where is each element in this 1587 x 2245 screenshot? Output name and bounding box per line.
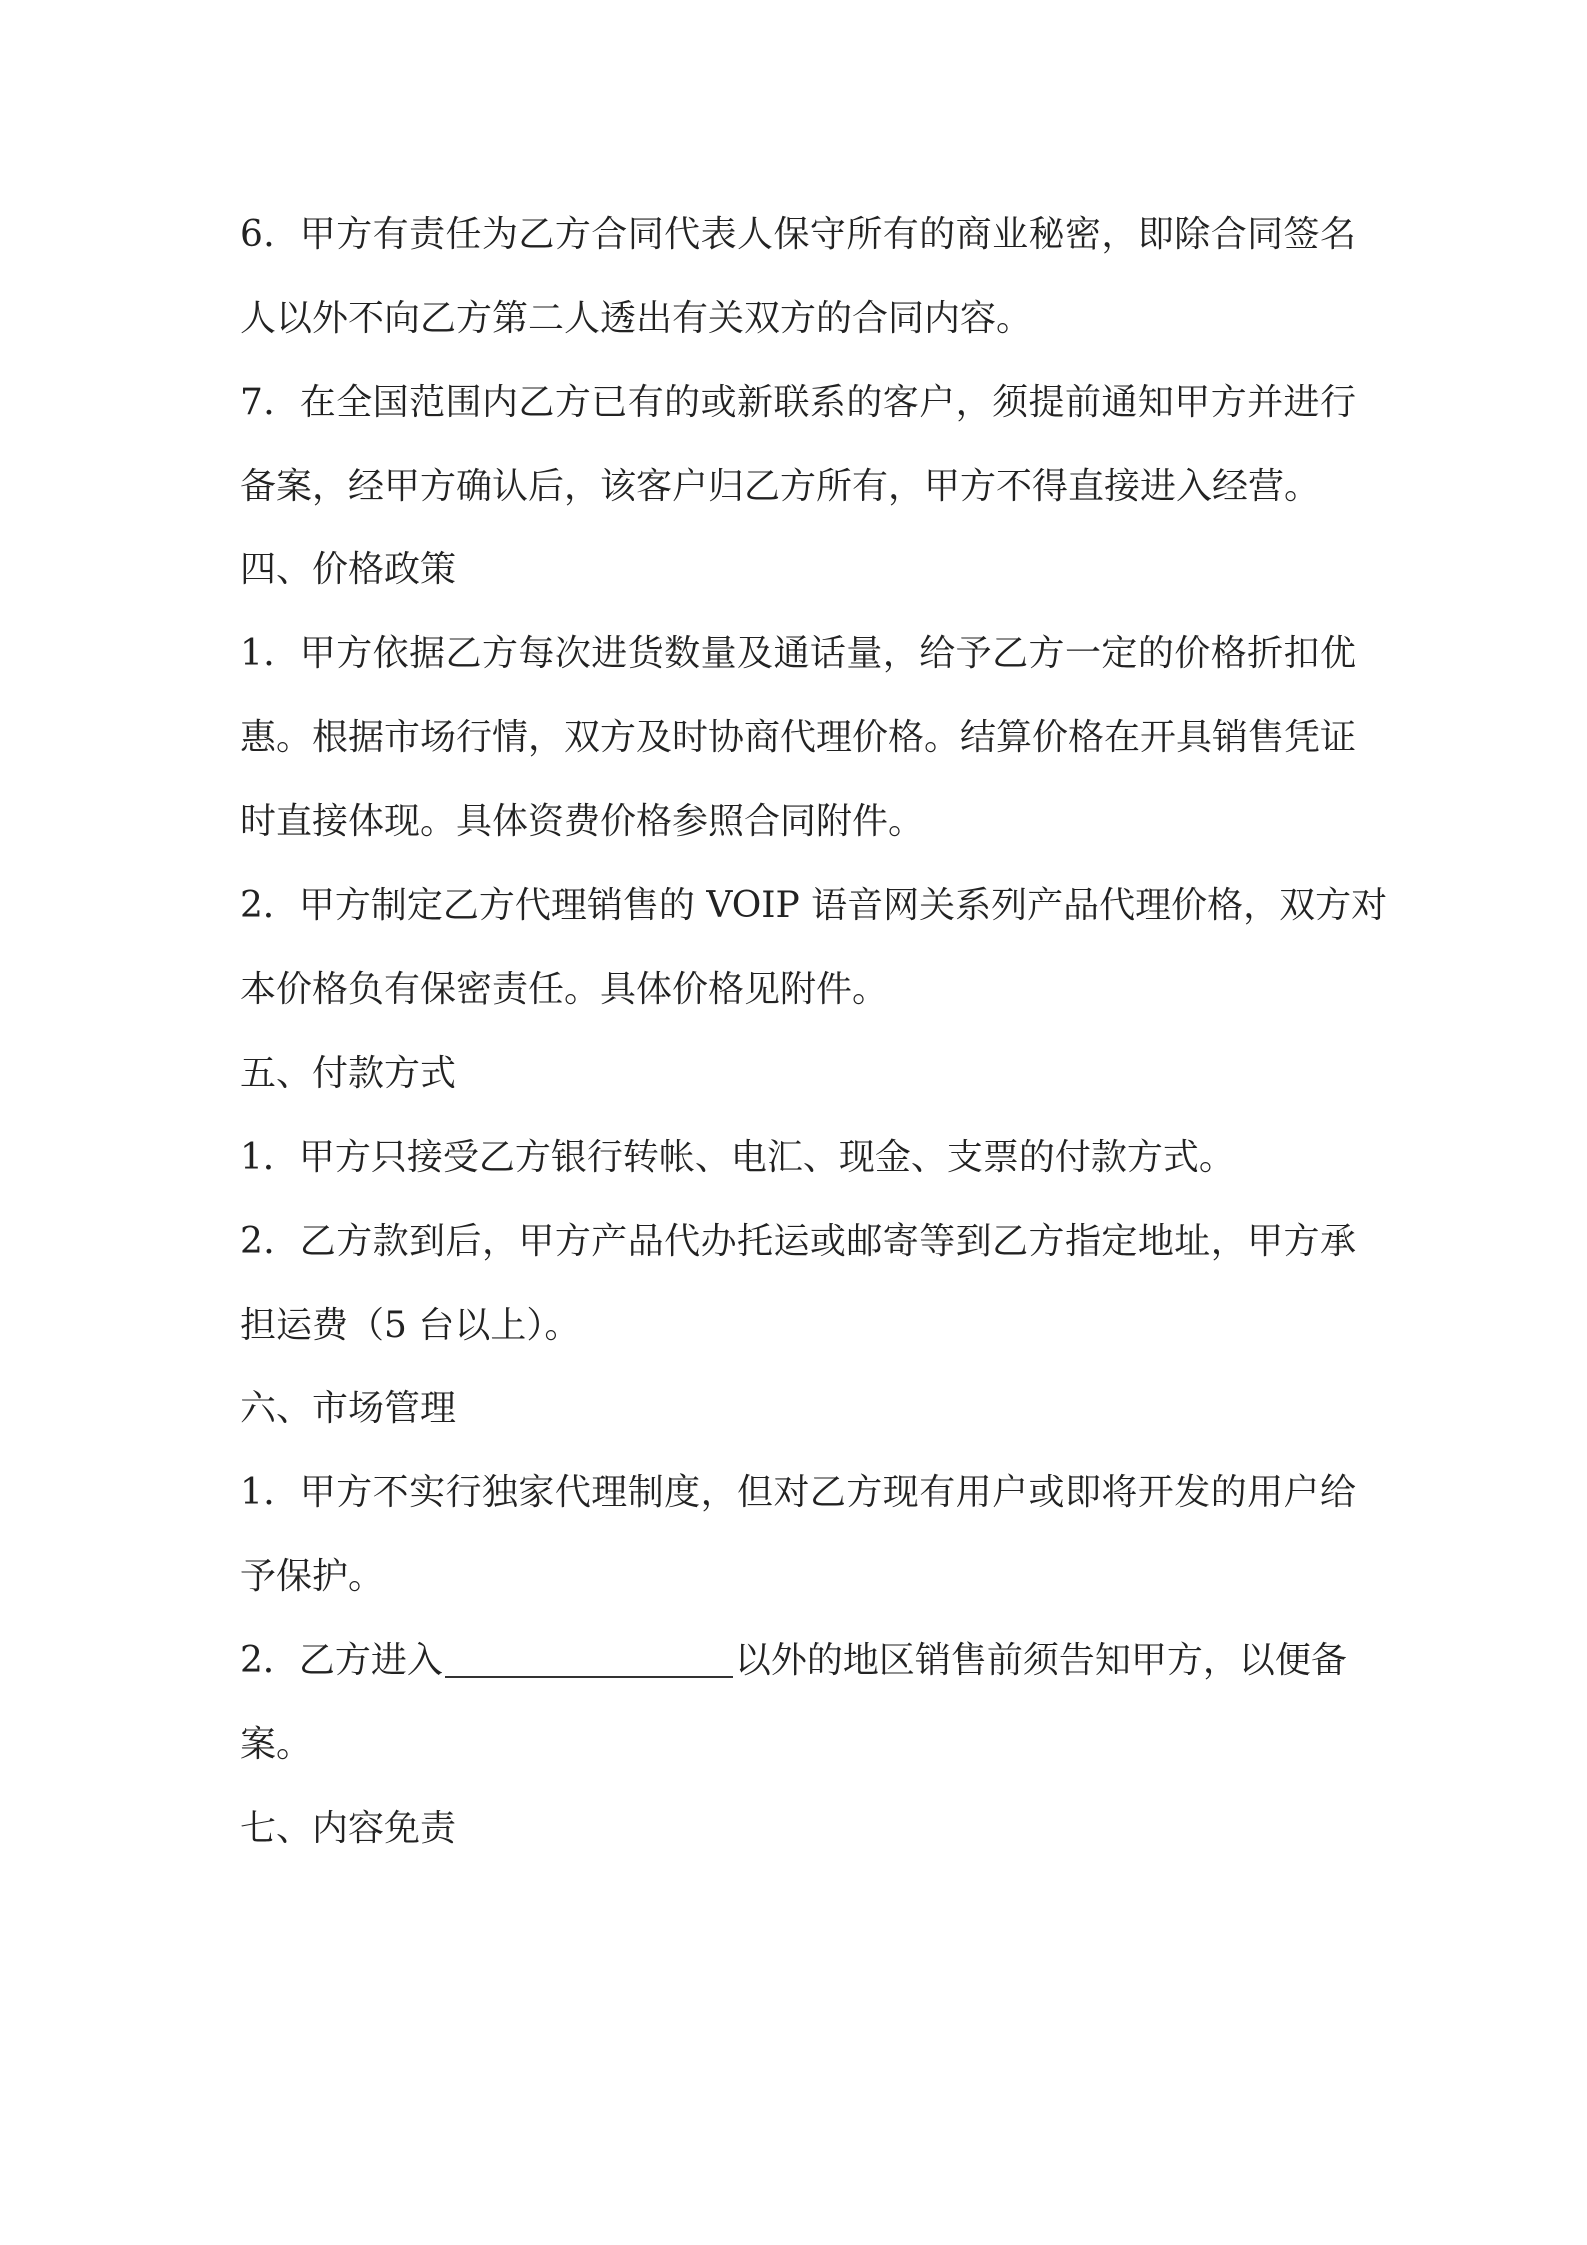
clause-4-1-line-1: 1．甲方依据乙方每次进货数量及通话量，给予乙方一定的价格折扣优	[240, 633, 1356, 674]
clause-3-7-line-2: 备案，经甲方确认后，该客户归乙方所有，甲方不得直接进入经营。	[240, 466, 1321, 507]
section-heading-pricing: 四、价格政策	[240, 549, 457, 590]
fill-in-blank-region	[445, 1640, 733, 1678]
section-heading-payment: 五、付款方式	[240, 1053, 457, 1094]
clause-3-6-line-1: 6．甲方有责任为乙方合同代表人保守所有的商业秘密，即除合同签名	[240, 214, 1356, 255]
section-heading-market: 六、市场管理	[240, 1388, 457, 1429]
clause-6-2-text-before: 2．乙方进入	[240, 1640, 443, 1681]
clause-6-1-line-1: 1．甲方不实行独家代理制度，但对乙方现有用户或即将开发的用户给	[240, 1472, 1356, 1513]
section-heading-disclaimer: 七、内容免责	[240, 1808, 457, 1849]
clause-5-1: 1．甲方只接受乙方银行转帐、电汇、现金、支票的付款方式。	[240, 1137, 1235, 1178]
clause-6-1-line-2: 予保护。	[240, 1556, 385, 1597]
clause-4-1-line-3: 时直接体现。具体资费价格参照合同附件。	[240, 801, 925, 842]
clause-5-2-line-2: 担运费（5 台以上）。	[240, 1305, 581, 1346]
clause-5-2-line-1: 2．乙方款到后，甲方产品代办托运或邮寄等到乙方指定地址，甲方承	[240, 1221, 1356, 1262]
clause-3-7-line-1: 7．在全国范围内乙方已有的或新联系的客户，须提前通知甲方并进行	[240, 382, 1356, 423]
clause-4-1-line-2: 惠。根据市场行情，双方及时协商代理价格。结算价格在开具销售凭证	[240, 717, 1357, 758]
clause-3-6-line-2: 人以外不向乙方第二人透出有关双方的合同内容。	[240, 298, 1033, 339]
clause-6-2-line-1	[240, 1619, 1347, 1703]
clause-4-2-line-1: 2．甲方制定乙方代理销售的 VOIP 语音网关系列产品代理价格，双方对	[240, 885, 1388, 926]
clause-4-2-line-2: 本价格负有保密责任。具体价格见附件。	[240, 969, 889, 1010]
clause-6-2-line-2: 案。	[240, 1724, 313, 1765]
clause-6-2-text-after: 以外的地区销售前须告知甲方，以便备	[734, 1640, 1347, 1681]
